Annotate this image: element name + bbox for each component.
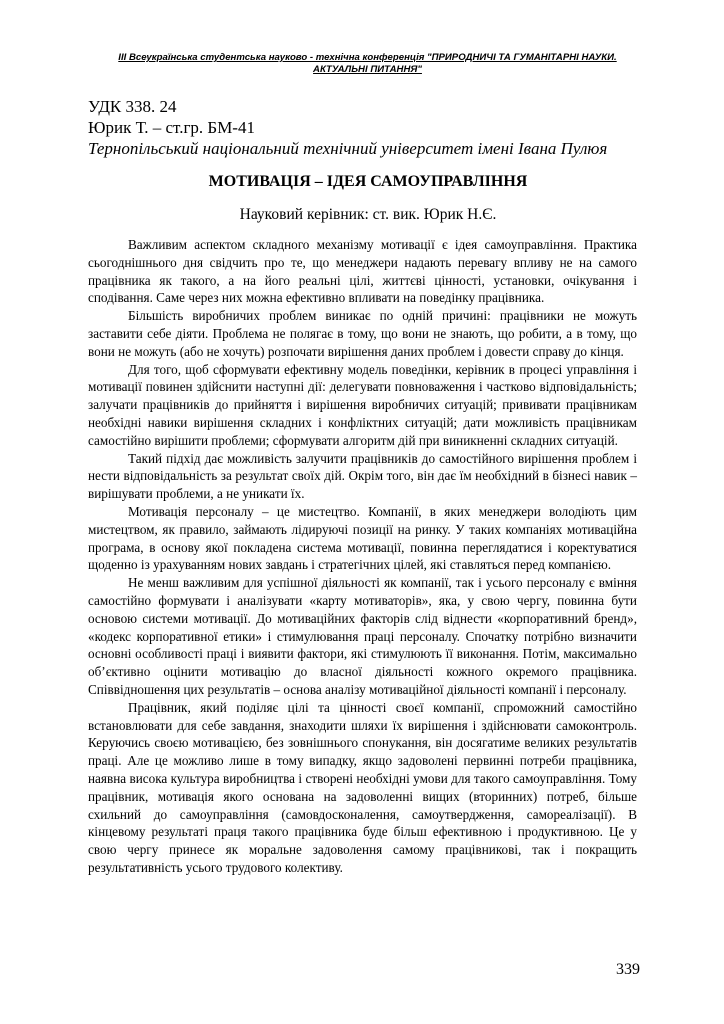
paragraph: Не менш важливим для успішної діяльності як компанії, так і усього персоналу є вміння самостійно формувати і аналізувати «карту мотиваторів», яка, у свою чергу, повинна бути основою системи мотивації. До мотиваційних факторів слід віднести «корпоративний бренд», «кодекс корпоративної етики» і стимулювання праці персоналу. Спочатку потрібно визначити основні особливості праці і виявити фактори, які стимулюють її виконання. Потім, максимально об’єктивно оцінити мотивацію до власної діяльності кожного окремого працівника. Співвідношення цих результатів – основа аналізу мотиваційної діяльності компанії і персоналу. — [88, 575, 637, 697]
university-affiliation: Тернопільський національний технічний університет імені Івана Пулюя — [88, 139, 608, 158]
conference-header — [100, 52, 635, 76]
udc-code: УДК 338. 24 — [88, 97, 177, 116]
article-title: МОТИВАЦІЯ – ІДЕЯ САМОУПРАВЛІННЯ — [208, 173, 528, 190]
page-number: 339 — [616, 961, 640, 978]
paragraph: Для того, щоб сформувати ефективну модель поведінки, керівник в процесі управління і мотивації повинен здійснити наступні дії: делегувати повноваження і частково відповідальність; залучати працівників до прийняття і вирішення виробничих ситуацій; прививати працівникам необхідні навики вирішення складних і конфліктних ситуацій; дати можливість працівникам самостійно вирішити проблеми; сформувати алгоритм дій при виникненні складних ситуацій. — [88, 361, 637, 448]
conference-header-line-2: АКТУАЛЬНІ ПИТАННЯ" — [313, 64, 422, 75]
paragraph: Більшість виробничих проблем виникає по одній причині: працівники не можуть заставити себе діяти. Проблема не полягає в тому, що вони не знають, що робити, а в тому, що вони не можуть (або не хочуть) розпочати вирішення даних проблем і довести справу до кінця. — [88, 308, 637, 359]
paragraph: Мотивація персоналу – це мистецтво. Компанії, в яких менеджери володіють цим мистецтвом, як правило, займають лідируючі позиції на ринку. У таких компаніях мотиваційна програма, в основу якої покладена система мотивації, повинна переглядатися і коректуватися щоденно із урахуванням нових завдань і стратегічних цілей, які ставляться перед компанією. — [88, 503, 637, 573]
article-body — [88, 236, 637, 877]
author-line: Юрик Т. – ст.гр. БМ-41 — [88, 118, 255, 137]
article-meta — [88, 96, 648, 159]
paragraph: Працівник, який поділяє цілі та цінності своєї компанії, спроможний самостійно встановлювати для себе завдання, знаходити шляхи їх вирішення і здійснювати самоконтроль. Керуючись своєю мотивацією, без зовнішнього спонукання, він досягатиме великих результатів праці. Але це можливо лише в тому випадку, якщо задоволені первинні потреби працівника, наявна висока культура виробництва і створені необхідні умови для такого самоуправління. Тому працівник, мотивація якого основана на задоволенні вищих (вторинних) потреб, більше схильний до самоуправління (самовдосконалення, самоутвердження, самореалізації). В кінцевому результаті праця такого працівника буде більш ефективною і продуктивною. Це у свою чергу принесе як моральне задоволення самому працівникові, так і покращить результативність усього трудового колективу. — [88, 699, 637, 875]
conference-header-line-1: ІІІ Всеукраїнська студентська науково - технічна конференція "ПРИРОДНИЧІ ТА ГУМАНІТАРНІ НАУКИ. — [118, 52, 617, 63]
paragraph: Важливим аспектом складного механізму мотивації є ідея самоуправління. Практика сьогоднішнього дня свідчить про те, що менеджери надають перевагу впливу не на самого працівника як такого, а на його реальні цілі, життєві цінності, установки, очікування і сподівання. Саме через них можна ефективно впливати на поведінку працівника. — [88, 237, 637, 306]
scientific-supervisor: Науковий керівник: ст. вик. Юрик Н.Є. — [239, 206, 497, 223]
paragraph: Такий підхід дає можливість залучити працівників до самостійного вирішення проблем і нести відповідальність за результат своїх дій. Окрім того, він дає їм необхідний в бізнесі навик – вирішувати проблеми, а не уникати їх. — [88, 450, 637, 502]
